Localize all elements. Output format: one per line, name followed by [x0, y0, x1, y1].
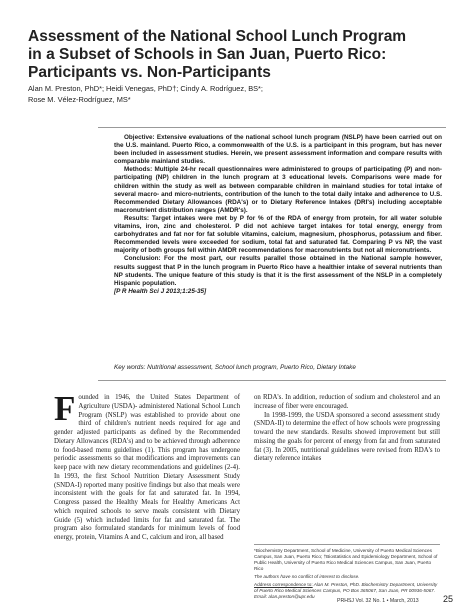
keywords: Key words: Nutritional assessment, School lunch program, Puerto Rico, Dietary Intake — [114, 364, 356, 371]
abstract-results: Results: Target intakes were met by P for % of the RDA of energy from protein, for all water soluble vitamins, iron, zinc and cholesterol. P did not achieve target intakes for total energy, energy from carbohydrates and fat nor for fat soluble vitamins, calcium, magnesium, phosphorus, potassium and fiber. Recommended levels were exceeded for sodium, total fat and saturated fat. Comparing P vs NP, the vast majority of both groups fell within AMDR recommendations for macronutrients but not all micronutrients. — [114, 214, 442, 255]
author-list — [28, 83, 428, 105]
journal-footer: PRHSJ Vol. 32 No. 1 • March, 2013 — [337, 598, 419, 604]
title-line: Participants vs. Non-Participants — [28, 64, 271, 81]
affiliations-footnote: *Biochemistry Department, School of Medicine, University of Puerto Medical Sciences Campus, San Juan, Puerto Rico; †Biostatistics and Epidemiology Department, School of Public Health, University of Puerto Rico Medical Sciences Campus, San Juan, Puerto Rico — [254, 548, 438, 571]
title-line: in a Subset of Schools in San Juan, Puerto Rico: — [28, 46, 387, 63]
author-line: Alan M. Preston, PhD*; Heidi Venegas, PhD†; Cindy A. Rodríguez, BS*; — [28, 84, 263, 93]
correspondence-text: Alan M. Preston, PhD. Biochemistry Department, University of Puerto Rico Medical Sciences Campus, PO Box 365067, San Juan, PR 00936-5067. Email: alan.preston@upr.edu — [254, 582, 438, 599]
abstract-methods: Methods: Multiple 24-hr recall questionnaires were administered to groups of participating (P) and non-participating (NP) children in the lunch program at 3 educational levels. Comparisons were made for children within the study as well as between comparable children in mainland studies for total intake of several macro- and micro-nutrients, contribution of the lunch to the total daily intake and adherence to U.S. Recommended Dietary Allowances (RDA's) or to Dietary Reference Intakes (DRI's) including acceptable macronutrient distribution ranges (AMDR's). — [114, 166, 442, 214]
intro-text: ounded in 1946, the United States Department of Agriculture (USDA)- administered National School Lunch Program (NSLP) was established to provide about one third of children's nutrient needs required for age and gender adjusted participants as defined by the Recommended Dietary Allowances (RDA's) and to be achieved through adherence to food-based menu guidelines (1). This program has undergone periodic assessments so that modifications and improvements can keep pace with new dietary recommendations and guidelines (2-4). In 1993, the first School Nutrition Dietary Assessment Study (SNDA-I) reported many positive findings but also that meals were inconsistent with the goals for fat and saturated fat. In 1994, Congress passed the Healthy Meals for Healthy Americans Act which required schools to serve meals consistent with Dietary Guide (5) which included limits for fat and saturated fat. The program also formulated standards for minimum levels of food energy, protein, Vitamins A and C, calcium and iron, all based — [54, 394, 240, 541]
journal-citation: [P R Health Sci J 2013;1:25-35] — [114, 287, 207, 295]
abstract-conclusion — [114, 255, 442, 295]
intro-paragraph — [54, 389, 240, 543]
abstract — [114, 134, 442, 296]
body-column-left — [54, 389, 240, 543]
abstract-objective: Objective: Extensive evaluations of the national school lunch program (NSLP) have been carried out on the U.S. mainland. Puerto Rico, a commonwealth of the U.S. is a participant in this program, but has never been included in assessment studies. Herein, we present assessment information and compare results with comparable mainland studies. — [114, 134, 442, 166]
page-number: 25 — [443, 594, 454, 604]
conflict-footnote: The authors have no conflict of interest to disclose. — [254, 574, 360, 579]
title-line: Assessment of the National School Lunch Program — [28, 28, 407, 45]
correspondence-label: Address correspondence to: — [254, 582, 313, 587]
conclusion-text: Conclusion: For the most part, our results parallel those obtained in the National sample however, results suggest that P in the lunch program in Puerto Rico have a healthier intake of several nutrients than NP students. The unique feature of this study is that it is the first assessment of the NSLP in a completely Hispanic population. — [114, 255, 442, 287]
author-line: Rose M. Vélez-Rodríguez, MS* — [28, 95, 131, 104]
body-paragraph: In 1998-1999, the USDA sponsored a second assessment study (SNDA-II) to determine the effect of how schools were progressing toward the new standards. Results showed improvement but still missing the goals for percent of energy from fat and from saturated fat (3). In 2005, nutritional guidelines were revised from RDA's to dietary reference intakes — [254, 411, 440, 463]
abstract-box — [98, 127, 446, 381]
body-column-right — [254, 394, 440, 464]
drop-cap: F — [54, 389, 76, 428]
footnotes — [254, 544, 440, 602]
body-paragraph: on RDA's. In addition, reduction of sodium and cholesterol and an increase of fiber were encouraged. — [254, 394, 440, 410]
article-title — [28, 28, 448, 82]
